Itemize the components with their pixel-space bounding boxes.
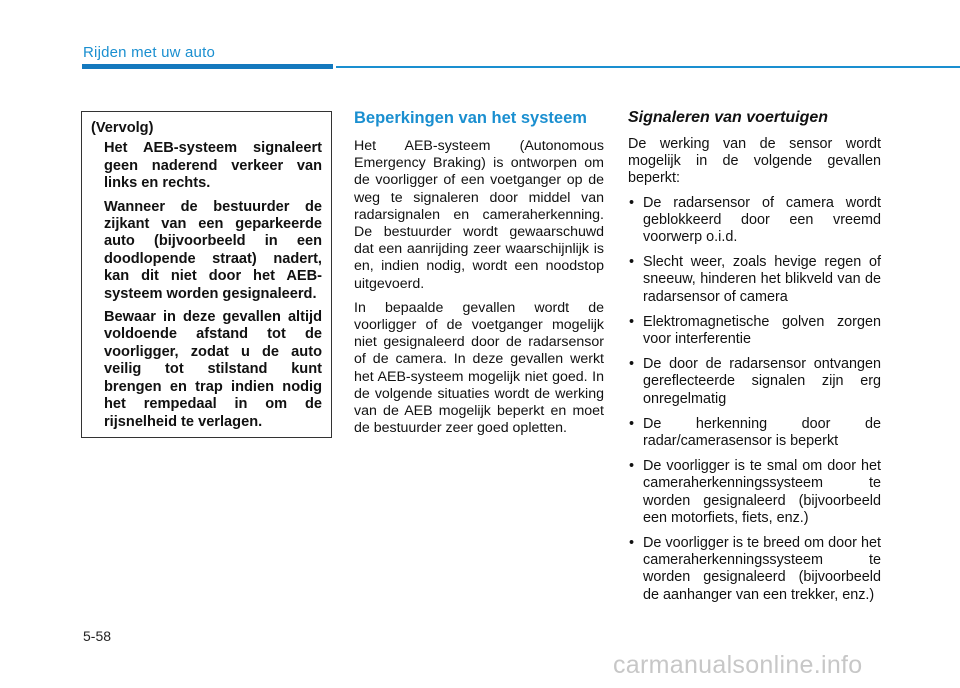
- list-item: [628, 416, 881, 450]
- list-item-text: Elektromagnetische golven zorgen voor interferentie: [643, 313, 881, 348]
- middle-column: [354, 108, 604, 444]
- warning-paragraph: Bewaar in deze gevallen altijd voldoende afstand tot de voorligger, zodat u de auto veilig tot stilstand kunt brengen en trap indien nodig het rempedaal in om de rijsnelheid te verlagen.: [104, 309, 322, 430]
- list-item-text: De voorligger is te smal om door het cameraherkenningssysteem te worden gesignaleerd (bijvoorbeeld een motorfiets, fiets, enz.): [643, 458, 881, 526]
- body-paragraph: Het AEB-systeem (Autonomous Emergency Braking) is ontworpen om de voorligger of een voetganger op de weg te signaleren door middel van radarsignalen en cameraherkenning. De bestuurder wordt gewaarschuwd dat een aanrijding zeer waarschijnlijk is en, indien nodig, wordt een noodstop uitgevoerd.: [354, 138, 604, 292]
- bullet-icon: •: [629, 194, 635, 211]
- list-item-text: De herkenning door de radar/camerasensor is beperkt: [643, 415, 881, 450]
- warning-box: [81, 111, 332, 438]
- list-item-text: De radarsensor of camera wordt geblokkeerd door een vreemd voorwerp o.i.d.: [643, 194, 881, 246]
- subsection-title-vehicle-detection: Signaleren van voertuigen: [628, 109, 829, 126]
- bullet-list: [628, 195, 881, 604]
- header-rule-thick: [82, 64, 333, 69]
- warning-paragraph: Het AEB-systeem signaleert geen naderend verkeer van links en rechts.: [104, 140, 322, 192]
- page-number: 5-58: [83, 628, 112, 644]
- list-item: [628, 254, 881, 306]
- bullet-icon: •: [629, 313, 635, 330]
- list-item-text: Slecht weer, zoals hevige regen of sneeuw, hinderen het blikveld van de radarsensor of camera: [643, 254, 881, 305]
- list-item-text: De voorligger is te breed om door het cameraherkenningssysteem te worden gesignaleerd (bijvoorbeeld de aanhanger van een trekker, enz.): [643, 535, 881, 603]
- bullet-icon: •: [629, 254, 635, 271]
- section-header-title: Rijden met uw auto: [83, 44, 216, 61]
- right-column: [628, 108, 881, 612]
- list-item: [628, 195, 881, 247]
- body-paragraph: In bepaalde gevallen wordt de voorligger of de voetganger mogelijk niet gesignaleerd door de radarsensor of de camera. In deze gevallen werkt het AEB-systeem mogelijk niet goed. In de volgende situaties wordt de werking van de AEB mogelijk beperkt en moet de bestuurder zeer goed opletten.: [354, 299, 604, 437]
- bullet-icon: •: [629, 458, 635, 475]
- section-title-limitations: Beperkingen van het systeem: [354, 109, 587, 127]
- header-rule-thin: [336, 66, 960, 68]
- warning-continued-label: (Vervolg): [91, 120, 154, 136]
- list-item: [628, 535, 881, 604]
- watermark-text: carmanualsonline.info: [613, 651, 863, 679]
- list-item: [628, 458, 881, 527]
- intro-paragraph: De werking van de sensor wordt mogelijk in de volgende gevallen beperkt:: [628, 136, 881, 187]
- list-item: [628, 356, 881, 408]
- list-item-text: De door de radarsensor ontvangen gereflecteerde signalen zijn erg onregelmatig: [643, 356, 881, 407]
- bullet-icon: •: [629, 415, 635, 432]
- warning-paragraph: Wanneer de bestuurder de zijkant van een geparkeerde auto (bijvoorbeeld in een doodlopende straat) nadert, kan dit niet door het AEB-systeem worden gesignaleerd.: [104, 198, 322, 302]
- bullet-icon: •: [629, 356, 635, 373]
- bullet-icon: •: [629, 535, 635, 552]
- list-item: [628, 314, 881, 348]
